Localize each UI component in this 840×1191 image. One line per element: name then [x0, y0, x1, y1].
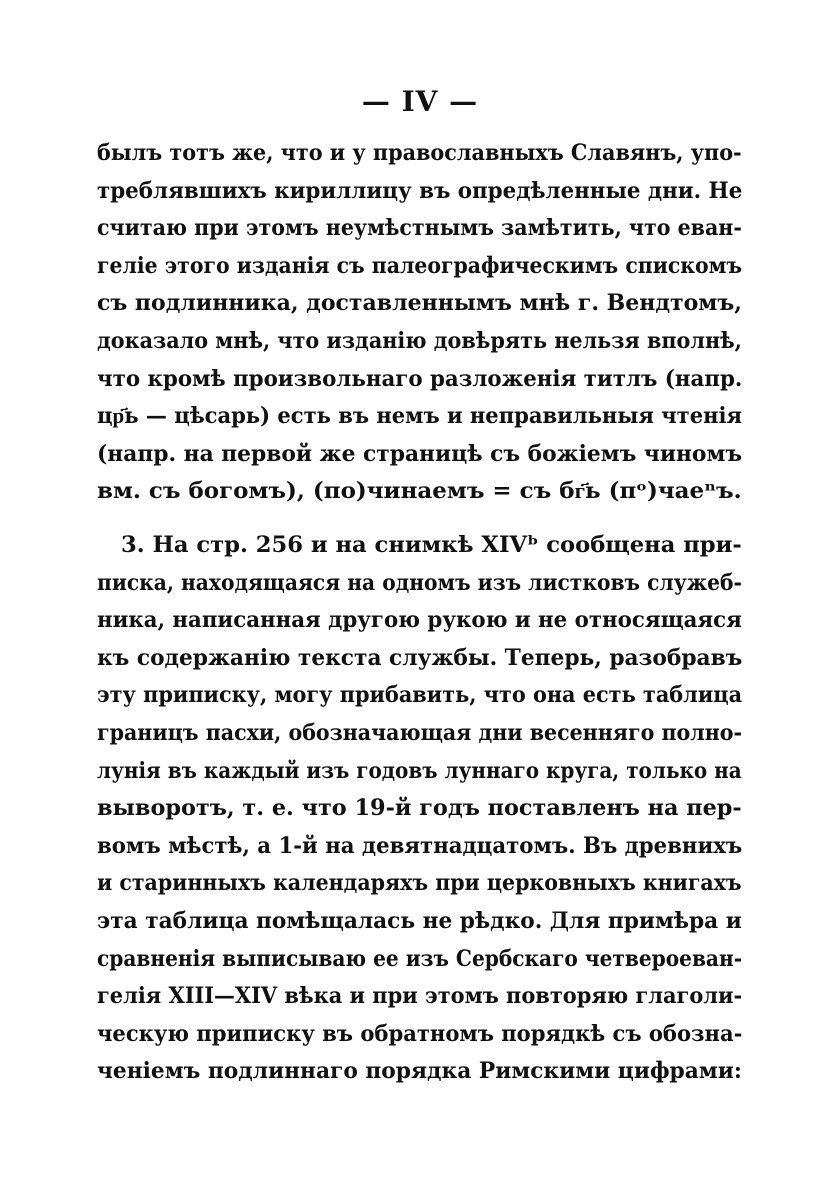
text-line: цр҃ь — цѣсарь) есть въ немъ и неправильныя чтенія: [97, 403, 743, 430]
text-line: вомъ мѣстѣ, а 1-й на девятнадцатомъ. Въ древнихъ: [97, 832, 743, 859]
text-line: сравненія выписываю ее изъ Сербскаго четвероеван-: [97, 945, 743, 972]
text-line: ческую приписку въ обратномъ порядкѣ съ обозна-: [97, 1020, 743, 1047]
text-line: и старинныхъ календаряхъ при церковныхъ книгахъ: [97, 870, 742, 897]
text-line: что кромѣ произвольнаго разложенія титлъ (напр.: [97, 365, 743, 392]
text-line: доказало мнѣ, что изданію довѣрять нельзя вполнѣ,: [97, 328, 742, 354]
text-line: считаю при этомъ неумѣстнымъ замѣтить, что еван-: [97, 215, 742, 242]
text-line: эта таблица помѣщалась не рѣдко. Для примѣра и: [97, 908, 742, 934]
text-line: треблявшихъ кириллицу въ опредѣленные дни. Не: [97, 177, 743, 204]
text-line: границъ пасхи, обозначающая дни весенняго полно-: [97, 720, 743, 746]
text-line-first: 3. На стр. 256 и на снимкѣ XIVᵇ сообщена при-: [121, 532, 742, 558]
text-line: писка, находящаяся на одномъ изъ листковъ служеб-: [97, 569, 742, 596]
text-line: (напр. на первой же страницѣ съ божіемъ чиномъ: [97, 440, 743, 467]
text-line: лунія въ каждый изъ годовъ луннаго круга, только на: [97, 757, 742, 784]
text-line: эту приписку, могу прибавить, что она есть таблица: [97, 682, 743, 709]
text-line: ника, написанная другою рукою и не относящаяся: [97, 607, 742, 634]
text-line: былъ тотъ же, что и у православныхъ Славянъ, упо-: [97, 140, 742, 166]
text-line: съ подлинника, доставленнымъ мнѣ г. Вендтомъ,: [97, 290, 742, 317]
text-line-last: ченіемъ подлиннаго порядка Римскими цифрами:: [97, 1058, 742, 1085]
page-number-header: — IV —: [361, 85, 479, 118]
text-line: геліе этого изданія съ палеографическимъ спискомъ: [97, 252, 743, 279]
text-line-last: вм. съ богомъ), (по)чинаемъ = съ бг҃ь (пᵒ)чаеⁿъ.: [97, 478, 742, 505]
text-line: выворотъ, т. е. что 19-й годъ поставленъ на пер-: [97, 795, 742, 822]
text-line: гелія XIII—XIV вѣка и при этомъ повторяю глаголи-: [97, 983, 743, 1010]
text-line: къ содержанію текста службы. Теперь, разобравъ: [97, 644, 743, 671]
